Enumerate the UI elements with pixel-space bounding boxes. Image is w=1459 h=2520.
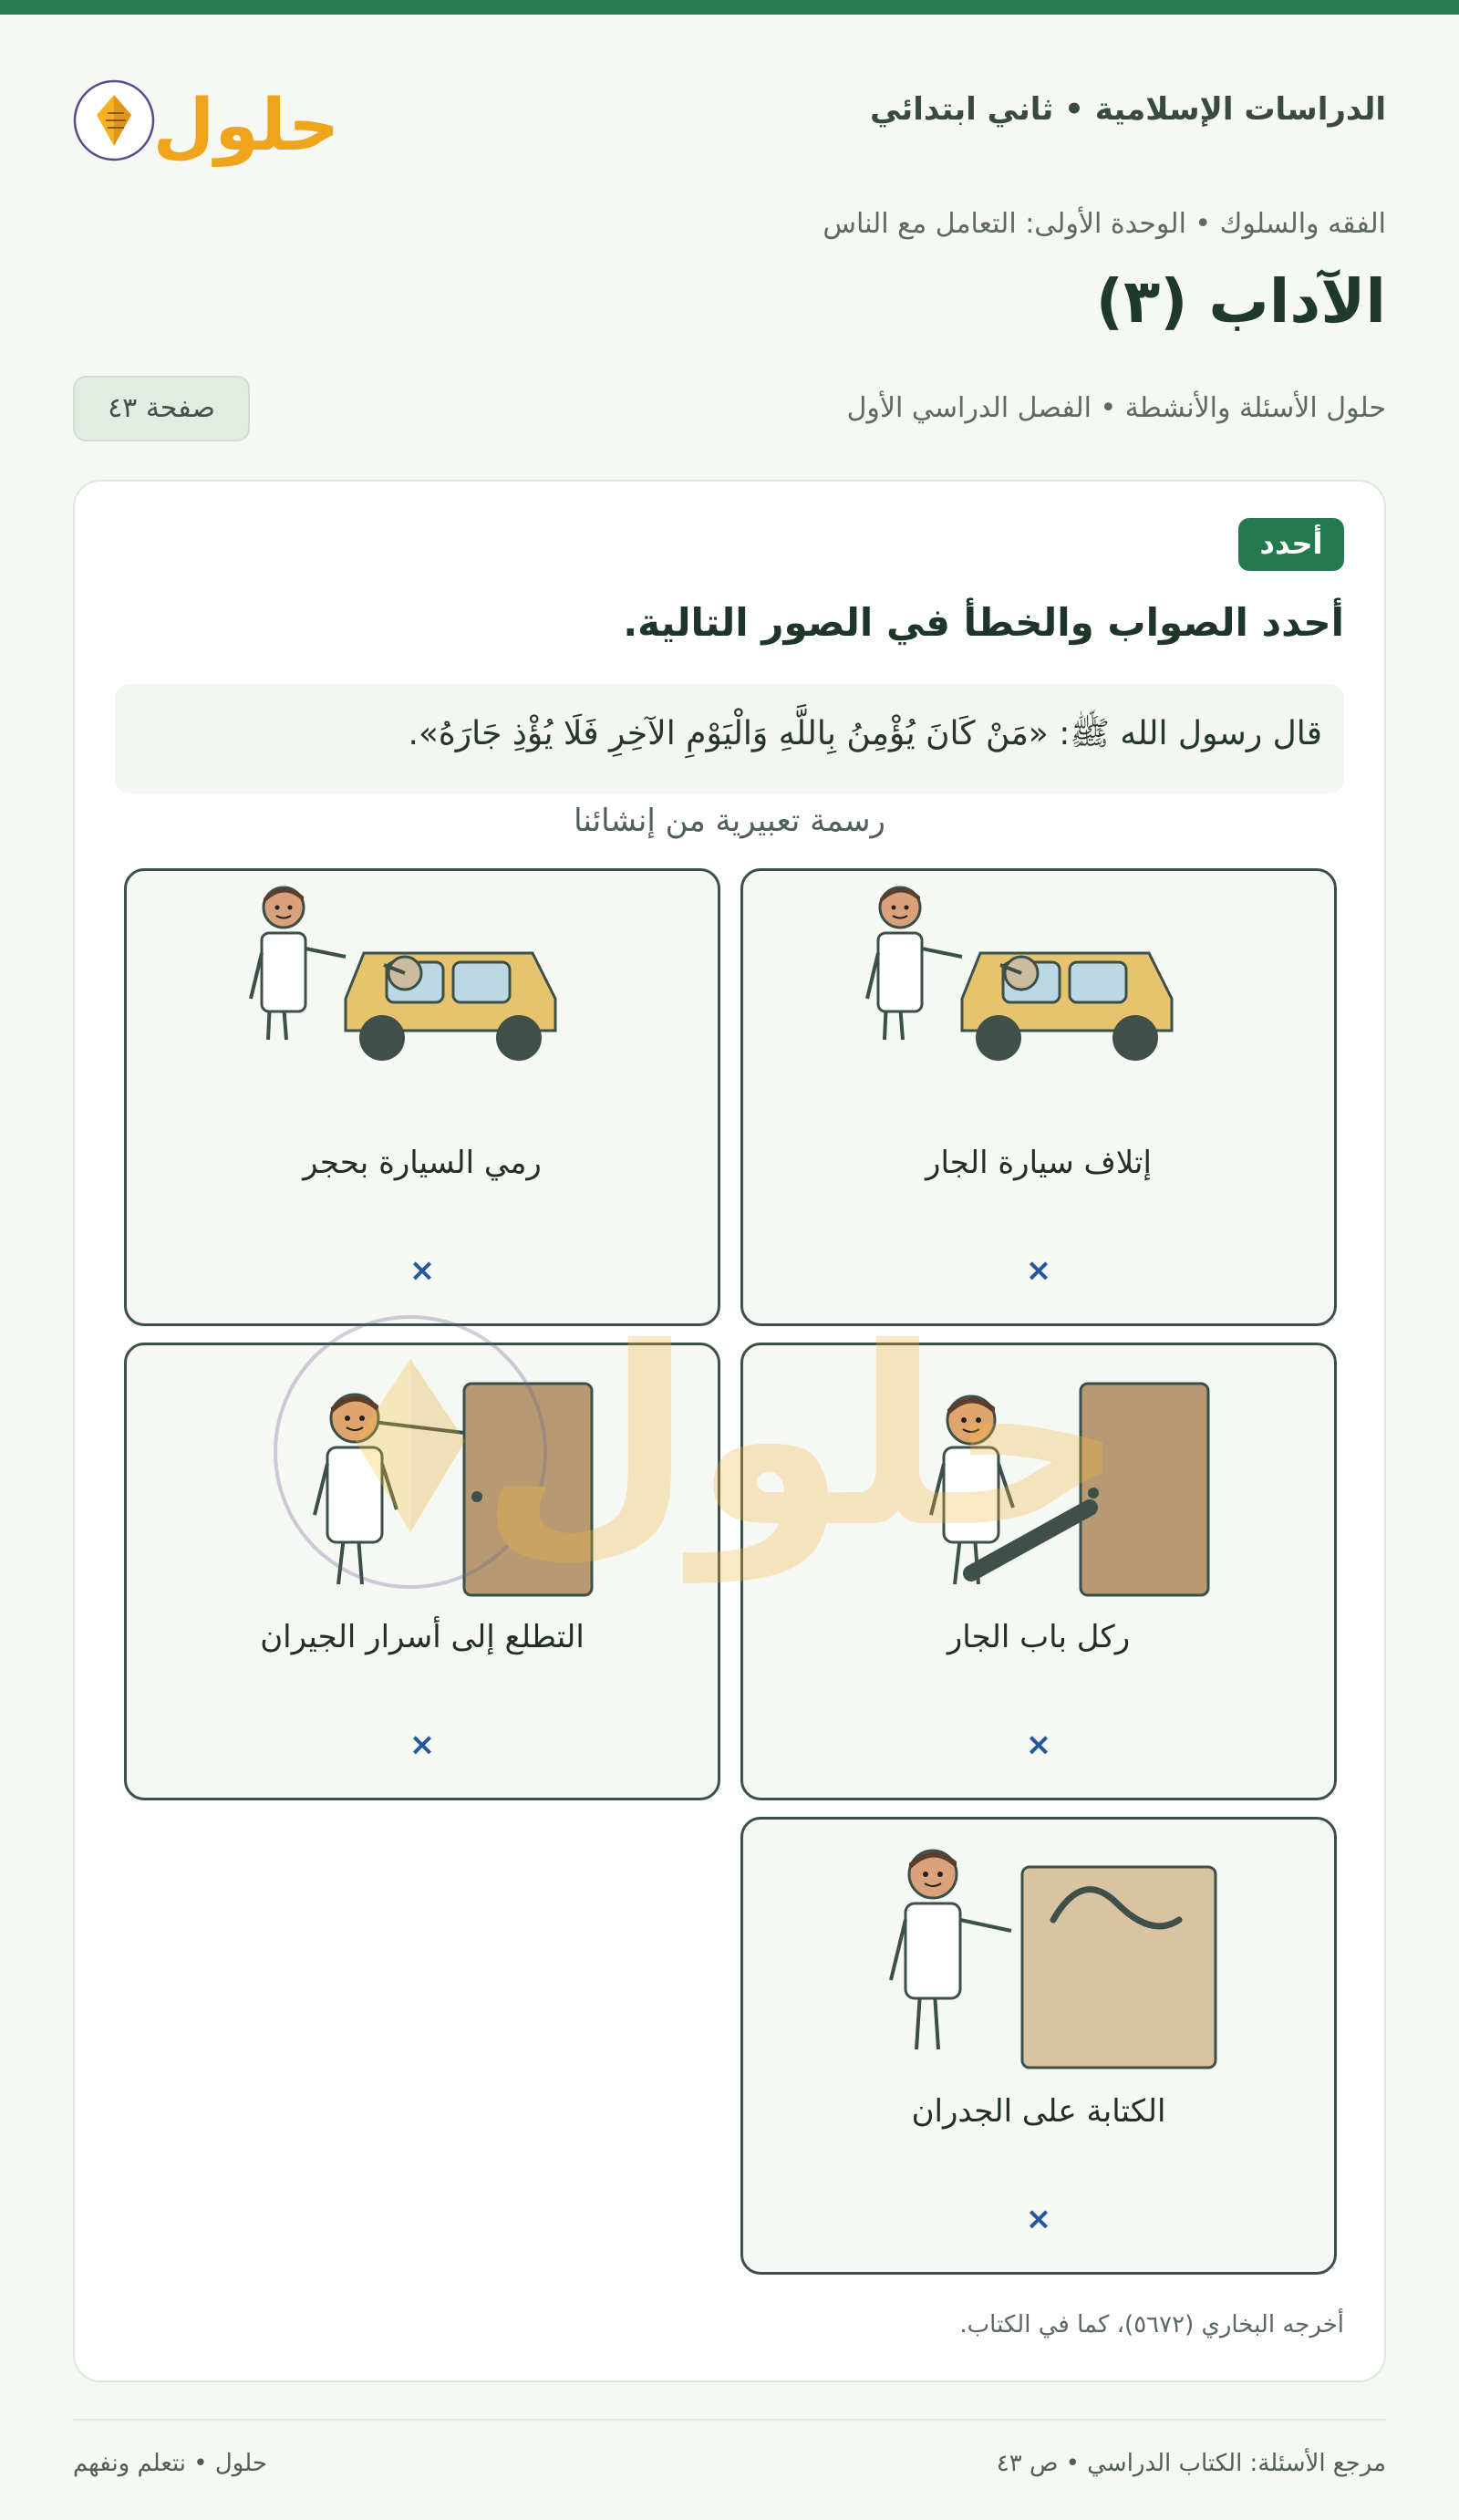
scene-card xyxy=(124,868,720,1326)
hadith-text: قال رسول الله ﷺ: «مَنْ كَانَ يُؤْمِنُ بِاللَّهِ وَالْيَوْمِ الآخِرِ فَلَا يُؤْذِ جَارَهُ». xyxy=(408,715,1322,752)
scene-label: رمي السيارة بحجر xyxy=(303,1145,542,1181)
footer-brand[interactable]: حلول • نتعلم ونفهم xyxy=(73,2450,267,2477)
page-number-badge: صفحة ٤٣ xyxy=(73,376,250,441)
scene-label: ركل باب الجار xyxy=(947,1619,1131,1655)
scene-label: التطلع إلى أسرار الجيران xyxy=(260,1619,585,1655)
scene-label: الكتابة على الجدران xyxy=(911,2093,1166,2130)
scene-card xyxy=(740,868,1337,1326)
hadith-box xyxy=(115,684,1344,793)
breadcrumb: الفقه والسلوك • الوحدة الأولى: التعامل مع الناس xyxy=(823,208,1386,240)
footer-reference: مرجع الأسئلة: الكتاب الدراسي • ص ٤٣ xyxy=(996,2450,1386,2477)
meta-line: حلول الأسئلة والأنشطة • الفصل الدراسي الأول xyxy=(846,392,1386,424)
scene-card xyxy=(124,1343,720,1800)
scene-mark[interactable]: × xyxy=(409,1252,436,1289)
scene-mark[interactable]: × xyxy=(409,1727,436,1763)
car-damage-icon xyxy=(743,871,1340,1145)
car-stone-icon xyxy=(127,871,723,1145)
svg-text:حلول: حلول xyxy=(479,1294,1126,1581)
footer-divider xyxy=(73,2419,1386,2421)
svg-text:حلول: حلول xyxy=(152,85,337,167)
exercise-card xyxy=(73,480,1386,2382)
scene-card xyxy=(740,1817,1337,2275)
scene-card xyxy=(740,1343,1337,1800)
kick-door-icon xyxy=(743,1345,1340,1619)
subject-title: الدراسات الإسلامية • ثاني ابتدائي xyxy=(870,91,1386,128)
scene-mark[interactable]: × xyxy=(1025,1252,1052,1289)
wall-writing-icon xyxy=(743,1820,1340,2093)
exercise-question: أحدد الصواب والخطأ في الصور التالية. xyxy=(623,600,1344,645)
scene-label: إتلاف سيارة الجار xyxy=(926,1145,1152,1181)
peeking-door-icon xyxy=(127,1345,723,1619)
scene-mark[interactable]: × xyxy=(1025,1727,1052,1763)
source-footnote: أخرجه البخاري (٥٦٧٢)، كما في الكتاب. xyxy=(959,2311,1344,2339)
scene-mark[interactable]: × xyxy=(1025,2201,1052,2237)
hulul-logo[interactable] xyxy=(73,58,337,177)
top-accent-stripe xyxy=(0,0,1459,15)
page-header xyxy=(73,58,1386,177)
exercise-tag: أحدد xyxy=(1238,518,1344,571)
lesson-title: الآداب (٣) xyxy=(1095,266,1386,337)
illustration-caption: رسمة تعبيرية من إنشائنا xyxy=(574,803,885,839)
